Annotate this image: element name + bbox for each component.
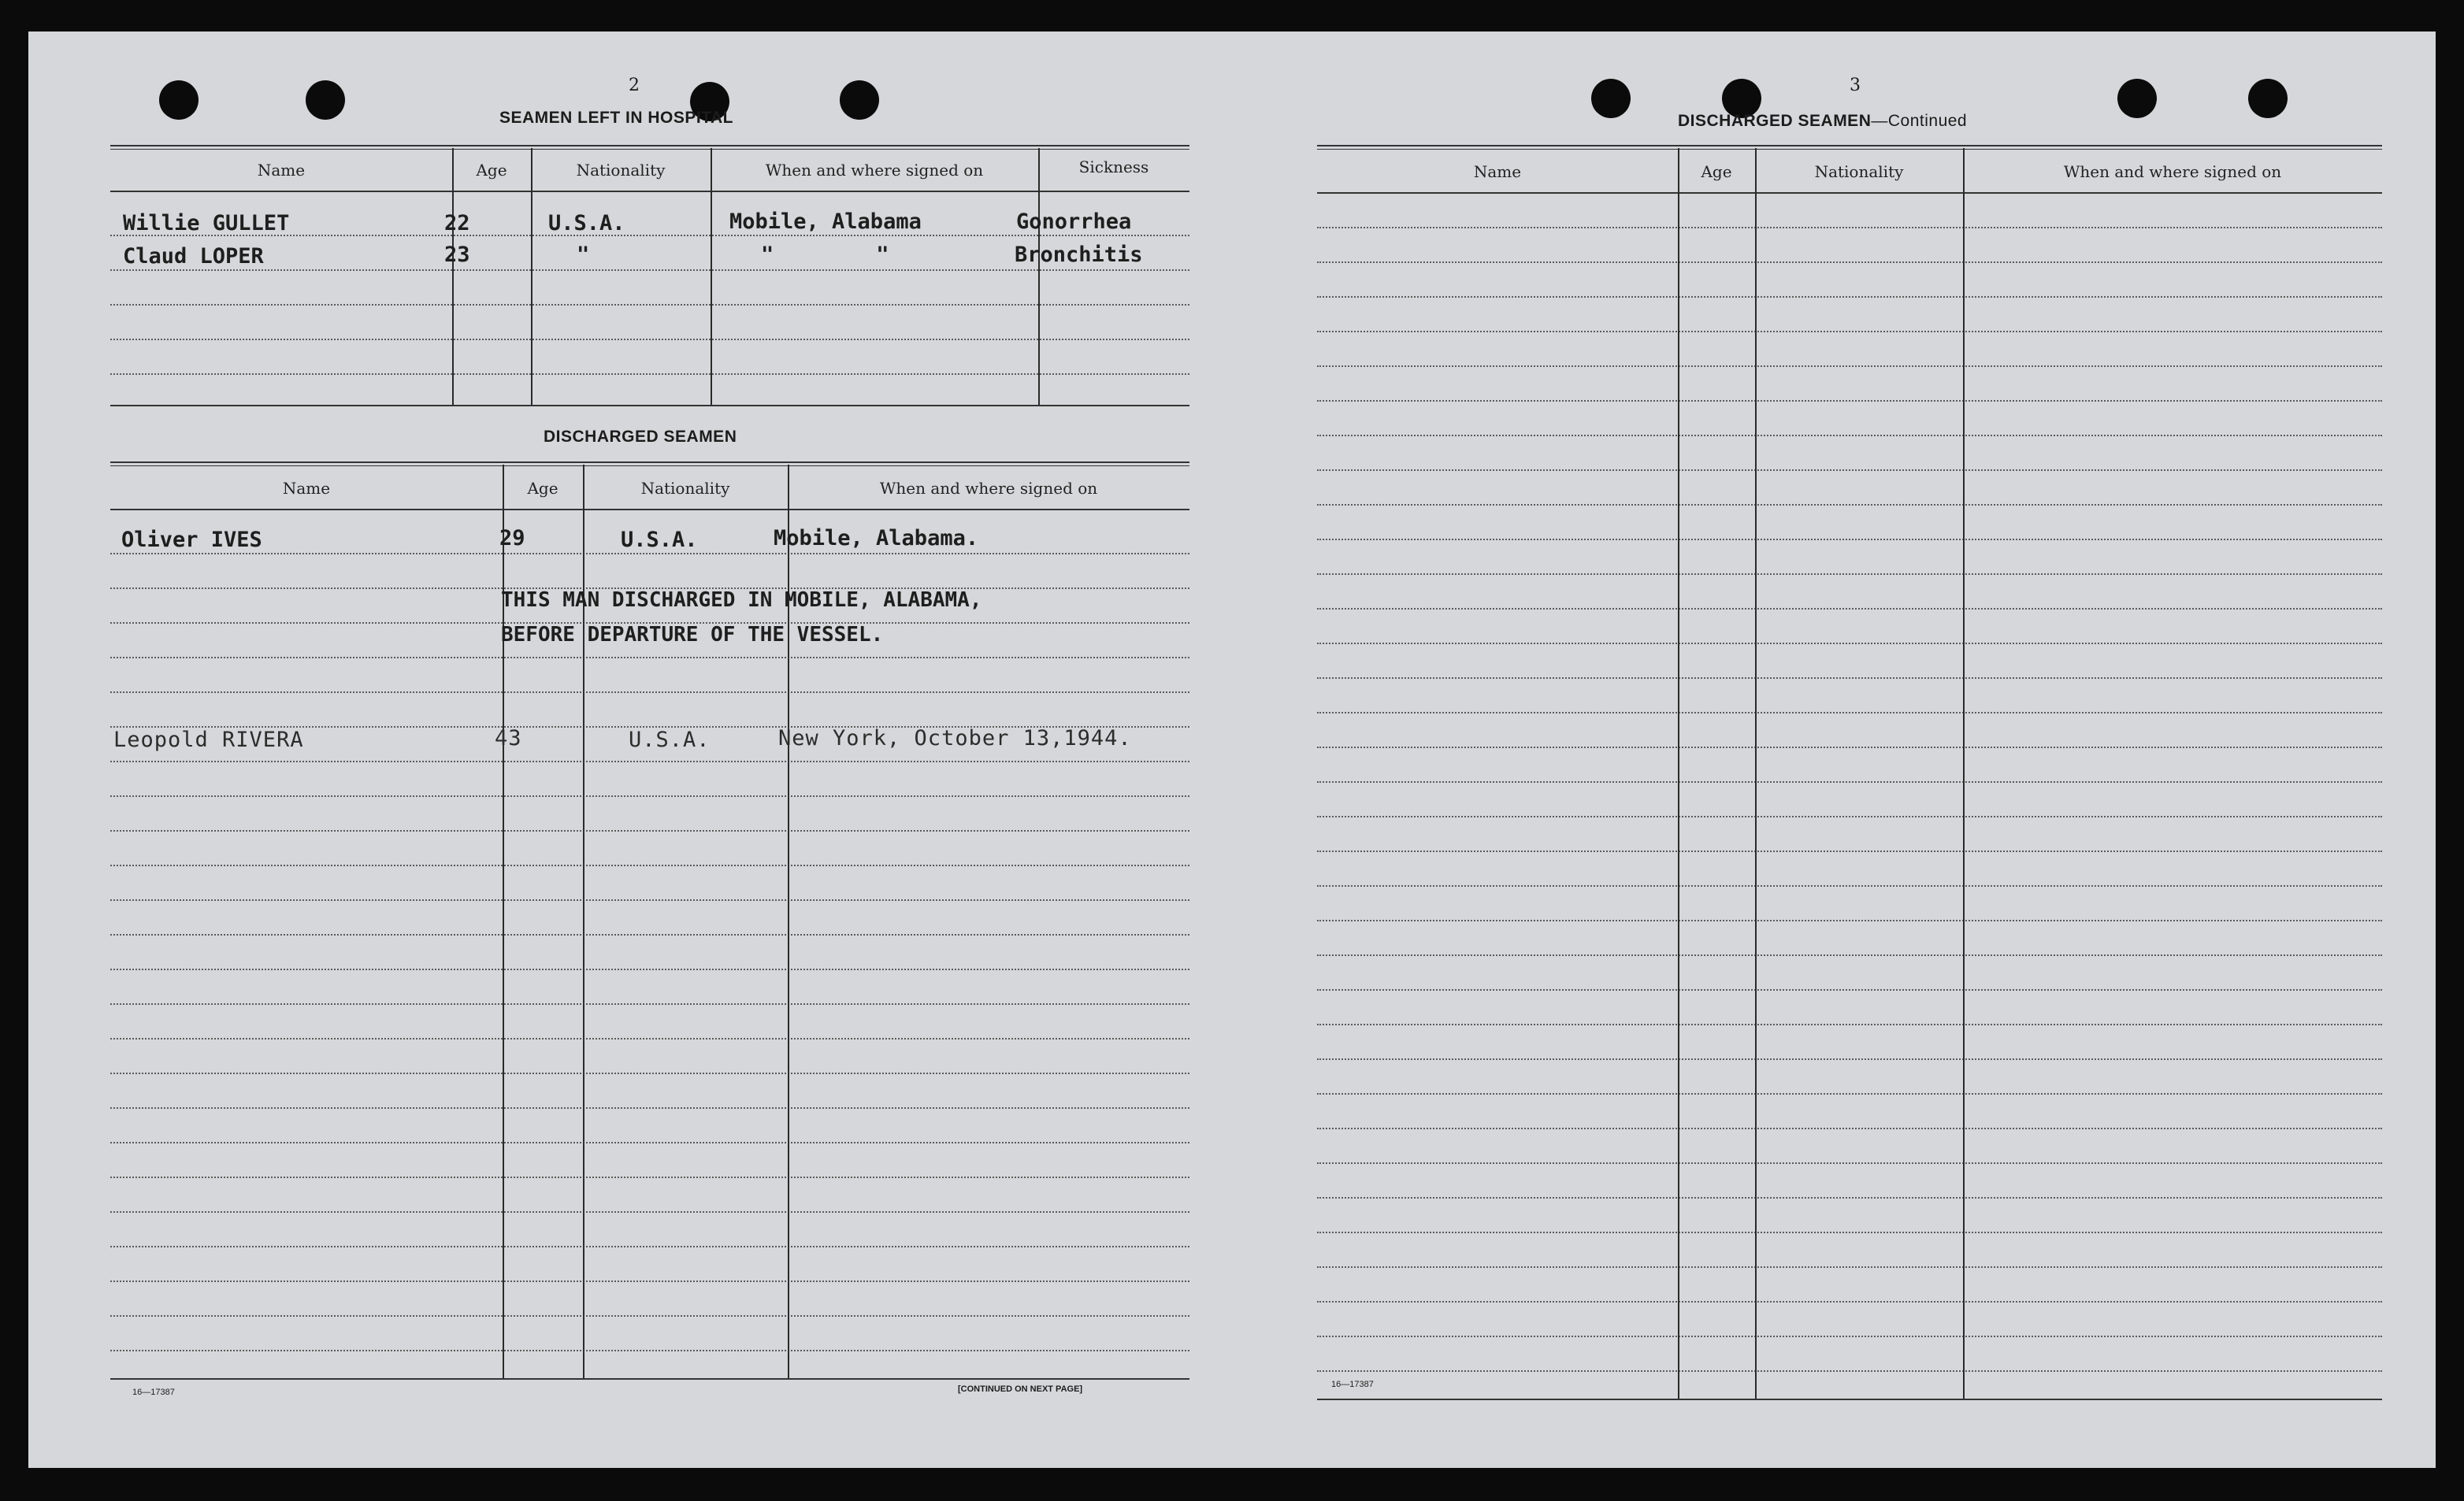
hospital-row-2-signed-on: " " <box>761 243 889 267</box>
column-header-age: Age <box>476 161 507 180</box>
discharged-row-1-signed-on: Mobile, Alabama. <box>774 526 979 550</box>
column-header-nationality: Nationality <box>1814 162 1904 181</box>
discharged-continued-table <box>1317 145 2382 1413</box>
column-header-name: Name <box>257 161 306 180</box>
hospital-row-1-age: 22 <box>444 211 470 235</box>
discharged-row-2-age: 43 <box>495 726 522 750</box>
page-number-left: 2 <box>629 76 640 95</box>
column-header-signed-on: When and where signed on <box>2063 162 2282 181</box>
continued-title-main: DISCHARGED SEAMEN <box>1678 112 1872 130</box>
document-sheet <box>28 32 2436 1468</box>
hospital-row-2-age: 23 <box>444 243 470 267</box>
punch-hole <box>2117 79 2157 118</box>
column-header-nationality: Nationality <box>640 479 730 498</box>
column-header-age: Age <box>527 479 558 498</box>
hospital-row-2-nationality: " <box>577 243 590 267</box>
column-header-signed-on: When and where signed on <box>765 161 984 180</box>
discharge-note-line-2: BEFORE DEPARTURE OF THE VESSEL. <box>501 623 884 647</box>
hospital-table <box>110 145 1189 444</box>
discharged-row-1-age: 29 <box>499 526 525 550</box>
hospital-row-1-signed-on: Mobile, Alabama <box>729 209 922 234</box>
hospital-row-2-name: Claud LOPER <box>123 244 264 269</box>
form-number-right: 16—17387 <box>1331 1380 1374 1389</box>
continued-note: [CONTINUED ON NEXT PAGE] <box>958 1384 1083 1394</box>
punch-hole <box>2248 79 2288 118</box>
discharged-row-2-signed-on: New York, October 13,1944. <box>778 726 1132 750</box>
discharged-row-1-name: Oliver IVES <box>121 528 262 552</box>
page-number-right: 3 <box>1850 76 1861 95</box>
hospital-row-1-nationality: U.S.A. <box>548 211 625 235</box>
discharged-section-title: DISCHARGED SEAMEN <box>544 428 737 446</box>
column-header-signed-on: When and where signed on <box>879 479 1098 498</box>
discharged-row-2-name: Leopold RIVERA <box>113 728 304 752</box>
hospital-row-2-sickness: Bronchitis <box>1015 243 1143 267</box>
discharged-row-1-nationality: U.S.A. <box>621 528 698 552</box>
form-number-left: 16—17387 <box>132 1388 175 1397</box>
discharged-row-2-nationality: U.S.A. <box>629 728 711 752</box>
column-header-name: Name <box>282 479 331 498</box>
discharge-note-line-1: THIS MAN DISCHARGED IN MOBILE, ALABAMA, <box>501 588 982 612</box>
punch-hole <box>1591 79 1631 118</box>
column-header-nationality: Nationality <box>576 161 666 180</box>
hospital-section-title: SEAMEN LEFT IN HOSPITAL <box>499 109 733 127</box>
continued-section-title <box>1678 112 1967 131</box>
continued-title-suffix: —Continued <box>1871 112 1968 130</box>
hospital-row-1-name: Willie GULLET <box>123 211 290 235</box>
column-header-age: Age <box>1701 162 1732 181</box>
punch-hole <box>840 80 879 120</box>
punch-hole <box>306 80 345 120</box>
hospital-row-1-sickness: Gonorrhea <box>1016 209 1132 234</box>
column-header-sickness: Sickness <box>1078 158 1149 176</box>
column-header-name: Name <box>1473 162 1522 181</box>
punch-hole <box>159 80 199 120</box>
